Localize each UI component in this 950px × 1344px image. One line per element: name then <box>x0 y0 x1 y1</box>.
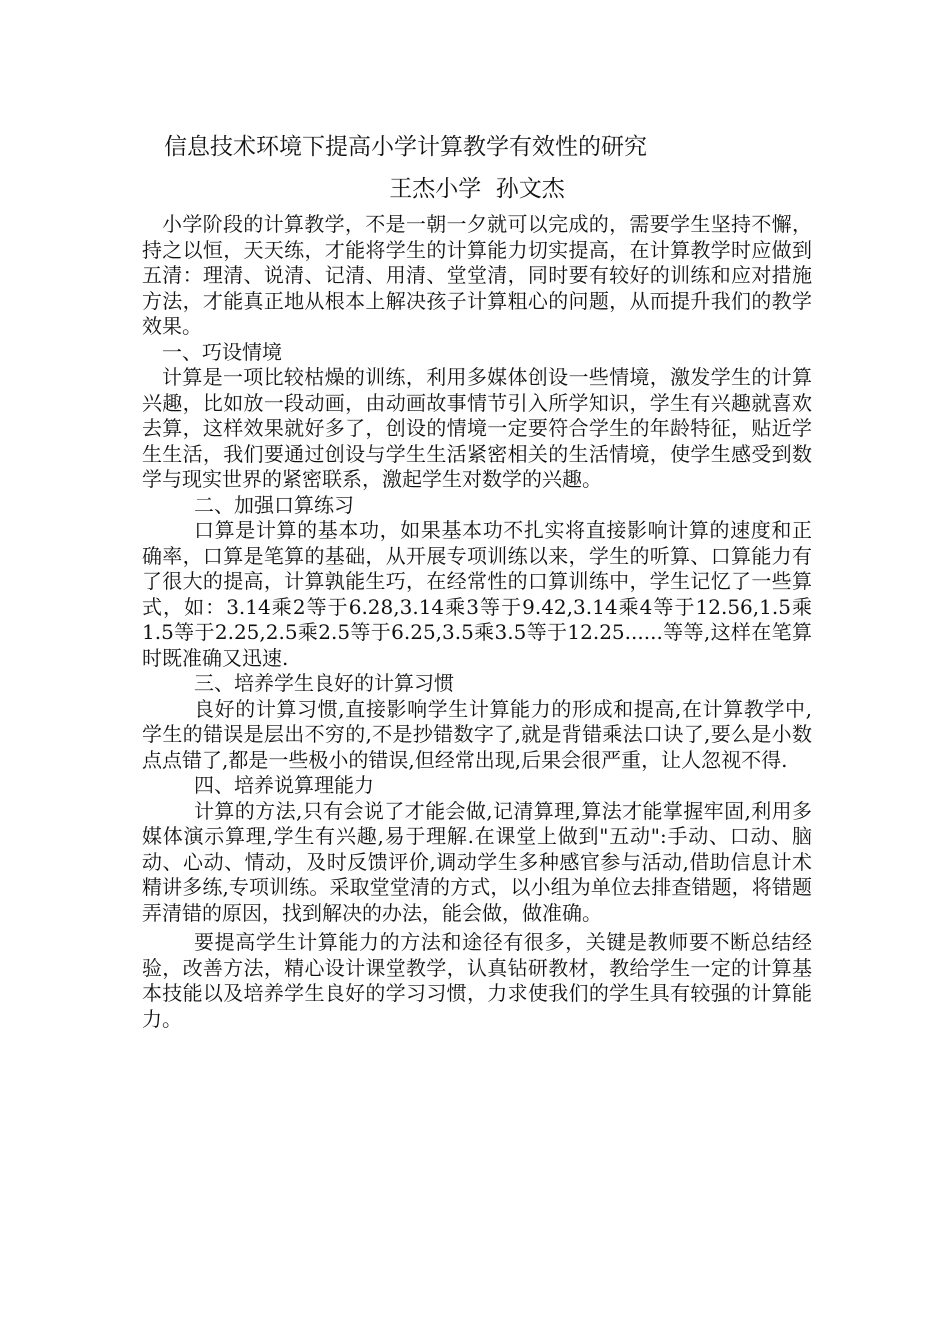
document-author: 王杰小学 孙文杰 <box>389 176 565 202</box>
section-body: 口算是计算的基本功，如果基本功不扎实将直接影响计算的速度和正确率，口算是笔算的基础，从开展专项训练以来，学生的听算、口算能力有了很大的提高，计算孰能生巧，在经常性的口算训练中，学生记忆了一些算式，如：3.14乘2等于6.28,3.14乘3等于9.42,3.14乘4等于12.56,1.5乘1.5等于2.25,2.5乘2.5等于6.25,3.5乘3.5等于12.25......等等,这样在笔算时既准确又迅速. <box>142 518 812 670</box>
section-body: 良好的计算习惯,直接影响学生计算能力的形成和提高,在计算教学中,学生的错误是层出不穷的,不是抄错数字了,就是背错乘法口诀了,要么是小数点点错了,都是一些极小的错误,但经常出现,后果会很严重，让人忽视不得. <box>142 696 812 772</box>
intro-paragraph: 小学阶段的计算教学，不是一朝一夕就可以完成的，需要学生坚持不懈，持之以恒，天天练，才能将学生的计算能力切实提高，在计算教学时应做到五清：理清、说清、记清、用清、堂堂清，同时要有较好的训练和应对措施方法，才能真正地从根本上解决孩子计算粗心的问题，从而提升我们的教学效果。 <box>142 212 812 338</box>
section-heading: 三、培养学生良好的计算习惯 <box>194 671 454 695</box>
section-body: 计算的方法,只有会说了才能会做,记清算理,算法才能掌握牢固,利用多媒体演示算理,学生有兴趣,易于理解.在课堂上做到"五动":手动、口动、脑动、心动、情动，及时反馈评价,调动学生多种感官参与活动,借助信息计术精讲多练,专项训练。采取堂堂清的方式，以小组为单位去排查错题，将错题弄清错的原因，找到解决的办法，能会做，做准确。 <box>142 798 812 925</box>
conclusion-paragraph: 要提高学生计算能力的方法和途径有很多，关键是教师要不断总结经验，改善方法，精心设计课堂教学，认真钻研教材，教给学生一定的计算基本技能以及培养学生良好的学习习惯，力求使我们的学生具有较强的计算能力。 <box>142 930 812 1031</box>
section-body: 计算是一项比较枯燥的训练，利用多媒体创设一些情境，激发学生的计算兴趣，比如放一段动画，由动画故事情节引入所学知识，学生有兴趣就喜欢去算，这样效果就好多了，创设的情境一定要符合学生的年龄特征，贴近学生生活，我们要通过创设与学生生活紧密相关的生活情境，使学生感受到数学与现实世界的紧密联系，激起学生对数学的兴趣。 <box>142 365 812 491</box>
section-heading: 一、巧设情境 <box>162 339 282 364</box>
section-heading: 四、培养说算理能力 <box>194 773 374 797</box>
document-page <box>142 130 812 1032</box>
section-heading: 二、加强口算练习 <box>194 492 354 517</box>
document-title: 信息技术环境下提高小学计算教学有效性的研究 <box>164 134 647 160</box>
